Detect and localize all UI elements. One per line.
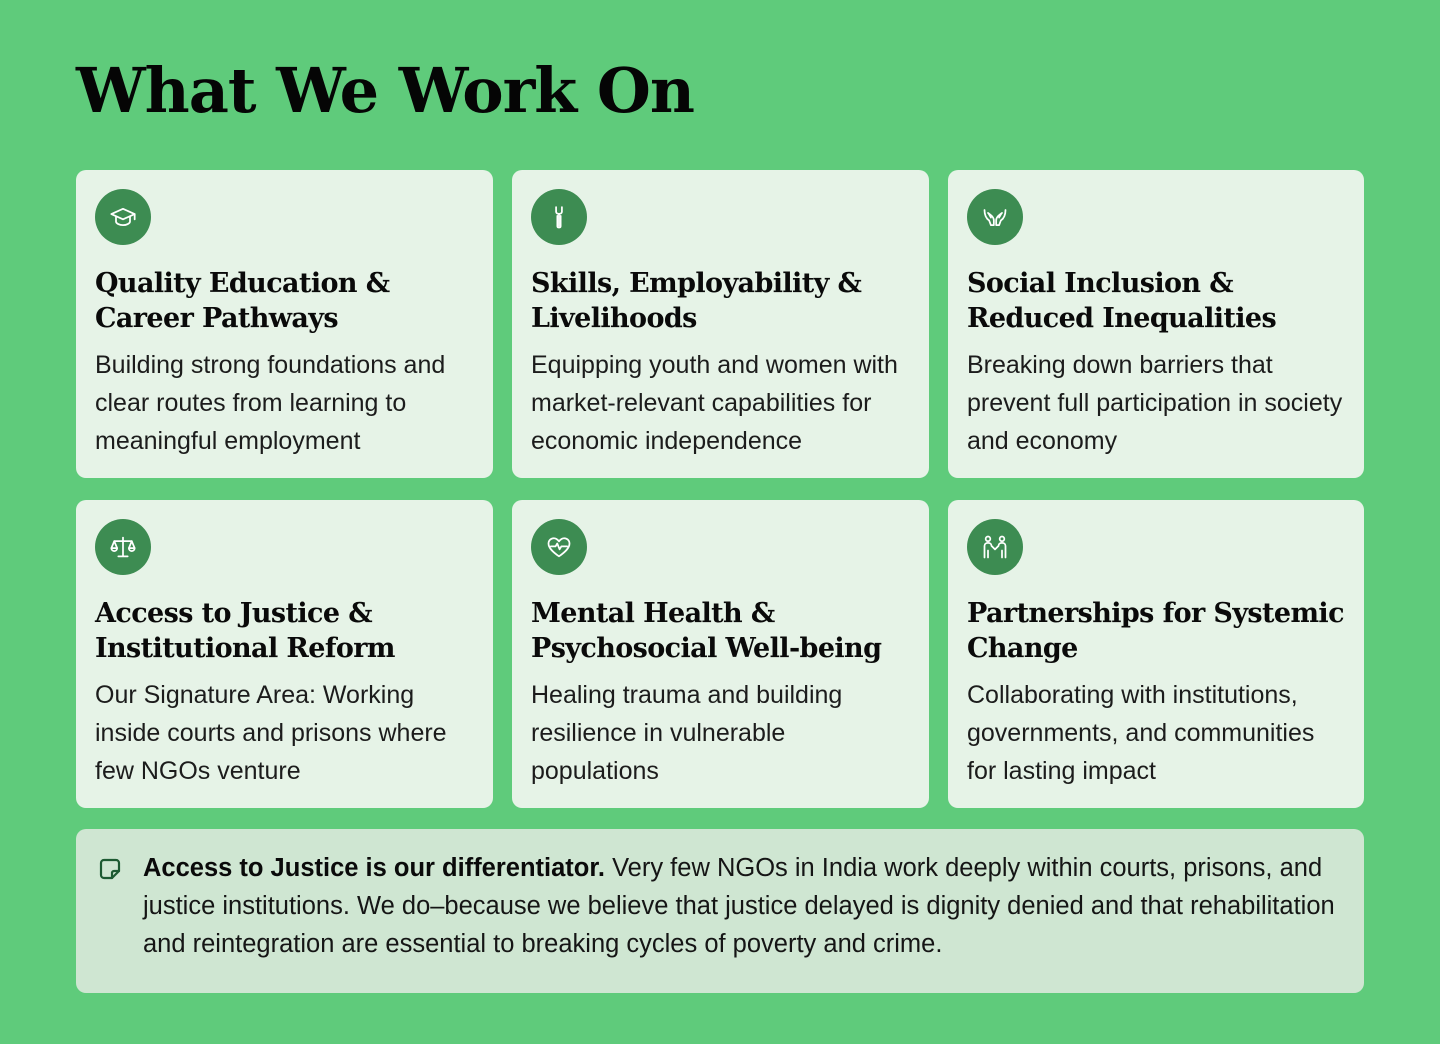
card-title: Quality Education & Career Pathways xyxy=(95,268,390,334)
focus-card-partnerships xyxy=(948,500,1364,808)
focus-card-inclusion xyxy=(948,170,1364,478)
card-title: Skills, Employability & Livelihoods xyxy=(531,268,862,334)
card-description: Equipping youth and women with market-relevant capabilities for economic independence xyxy=(531,351,898,455)
card-description: Our Signature Area: Working inside courts and prisons where few NGOs venture xyxy=(95,681,447,785)
scales-icon xyxy=(95,519,151,575)
wrench-icon xyxy=(531,189,587,245)
card-description: Collaborating with institutions, governments, and communities for lasting impact xyxy=(967,681,1315,785)
card-description: Breaking down barriers that prevent full participation in society and economy xyxy=(967,351,1343,455)
graduation-cap-icon xyxy=(95,189,151,245)
focus-card-justice xyxy=(76,500,493,808)
card-description: Healing trauma and building resilience in vulnerable populations xyxy=(531,681,843,785)
callout-body: Very few NGOs in India work deeply within courts, prisons, and justice institutions. We do–because we believe that justice delayed is dignity denied and that rehabilitation and reintegration are essential to breaking cycles of poverty and crime. xyxy=(143,854,1335,958)
focus-card-mental-health xyxy=(512,500,929,808)
page-title: What We Work On xyxy=(76,54,694,127)
focus-card-skills xyxy=(512,170,929,478)
people-icon xyxy=(967,519,1023,575)
card-title: Access to Justice & Institutional Reform xyxy=(95,598,395,664)
card-title: Partnerships for Systemic Change xyxy=(967,598,1344,664)
differentiator-callout xyxy=(76,829,1364,993)
callout-text xyxy=(143,849,1346,963)
focus-card-education xyxy=(76,170,493,478)
callout-lead: Access to Justice is our differentiator. xyxy=(143,854,605,882)
focus-areas-grid xyxy=(76,170,1364,808)
card-title: Social Inclusion & Reduced Inequalities xyxy=(967,268,1277,334)
card-title: Mental Health & Psychosocial Well-being xyxy=(531,598,882,664)
heart-pulse-icon xyxy=(531,519,587,575)
card-description: Building strong foundations and clear routes from learning to meaningful employment xyxy=(95,351,446,455)
open-hands-icon xyxy=(967,189,1023,245)
note-icon xyxy=(98,857,122,881)
